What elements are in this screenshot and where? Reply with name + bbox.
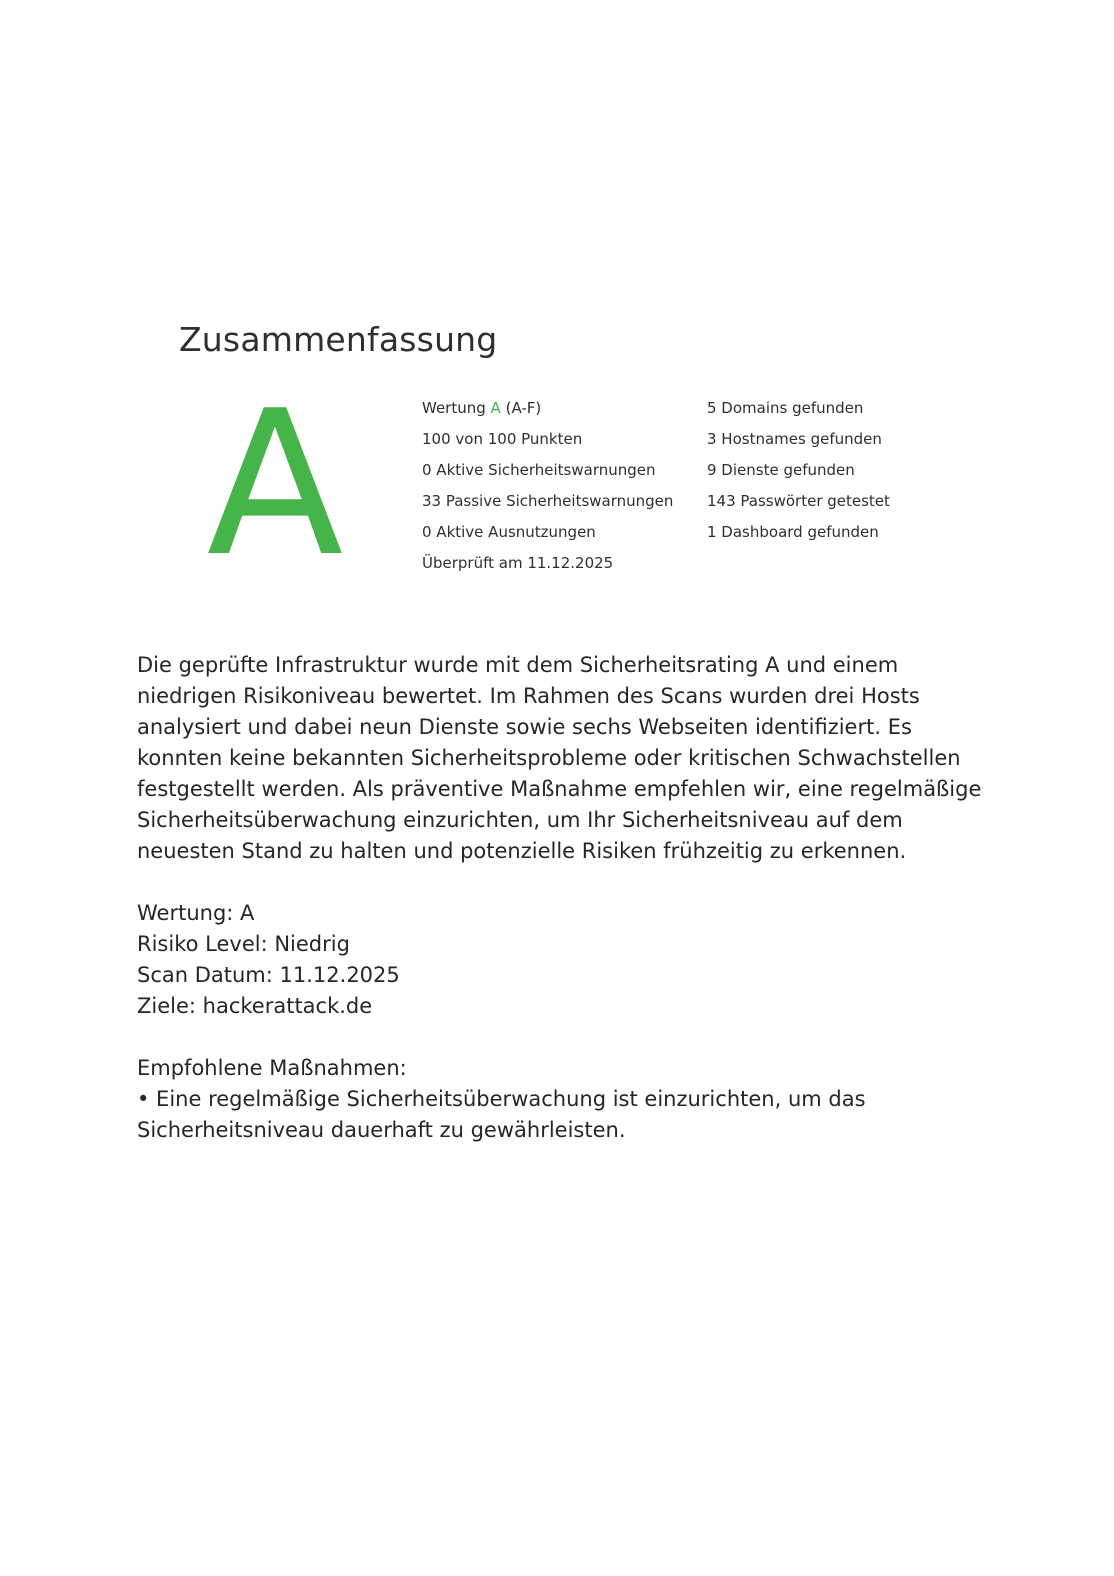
- measure-item: • Eine regelmäßige Sicherheitsüberwachung ist einzurichten, um das Sicherheitsniveau dauerhaft zu gewährleisten.: [137, 1087, 866, 1142]
- rating-range: (A-F): [505, 399, 542, 417]
- rating-line: [422, 398, 673, 429]
- checked-date-stat: Überprüft am 11.12.2025: [422, 554, 614, 572]
- scan-info: [137, 898, 987, 1022]
- scan-date-info: Scan Datum: 11.12.2025: [137, 963, 400, 987]
- rating-prefix: Wertung: [422, 399, 486, 417]
- section-heading: Zusammenfassung: [179, 320, 498, 359]
- hostnames-stat: 3 Hostnames gefunden: [707, 430, 882, 448]
- rating-info: Wertung: A: [137, 901, 255, 925]
- passwords-stat: 143 Passwörter getestet: [707, 492, 890, 510]
- risk-level-info: Risiko Level: Niedrig: [137, 932, 350, 956]
- active-warnings-stat: 0 Aktive Sicherheitswarnungen: [422, 461, 656, 479]
- stats-column-right: [707, 398, 890, 553]
- rating-value: A: [490, 399, 501, 417]
- summary-paragraph: Die geprüfte Infrastruktur wurde mit dem Sicherheitsrating A und einem niedrigen Risikoniveau bewertet. Im Rahmen des Scans wurden drei Hosts analysiert und dabei neun Dienste sowie sechs Webseiten identifiziert. Es konnten keine bekannten Sicherheitsprobleme oder kritischen Schwachstellen festgestellt werden. Als präventive Maßnahme empfehlen wir, eine regelmäßige Sicherheitsüberwachung einzurichten, um Ihr Sicherheitsniveau auf dem neuesten Stand zu halten und potenzielle Risiken frühzeitig zu erkennen.: [137, 653, 982, 863]
- passive-warnings-stat: 33 Passive Sicherheitswarnungen: [422, 492, 674, 510]
- report-body: [137, 650, 987, 1146]
- active-exploits-stat: 0 Aktive Ausnutzungen: [422, 523, 596, 541]
- dashboards-stat: 1 Dashboard gefunden: [707, 523, 879, 541]
- grade-letter: A: [206, 368, 344, 601]
- targets-info: Ziele: hackerattack.de: [137, 994, 373, 1018]
- domains-stat: 5 Domains gefunden: [707, 399, 864, 417]
- points-stat: 100 von 100 Punkten: [422, 430, 583, 448]
- services-stat: 9 Dienste gefunden: [707, 461, 855, 479]
- measures-heading: Empfohlene Maßnahmen:: [137, 1056, 407, 1080]
- stats-column-left: [422, 398, 673, 584]
- measures: [137, 1053, 987, 1146]
